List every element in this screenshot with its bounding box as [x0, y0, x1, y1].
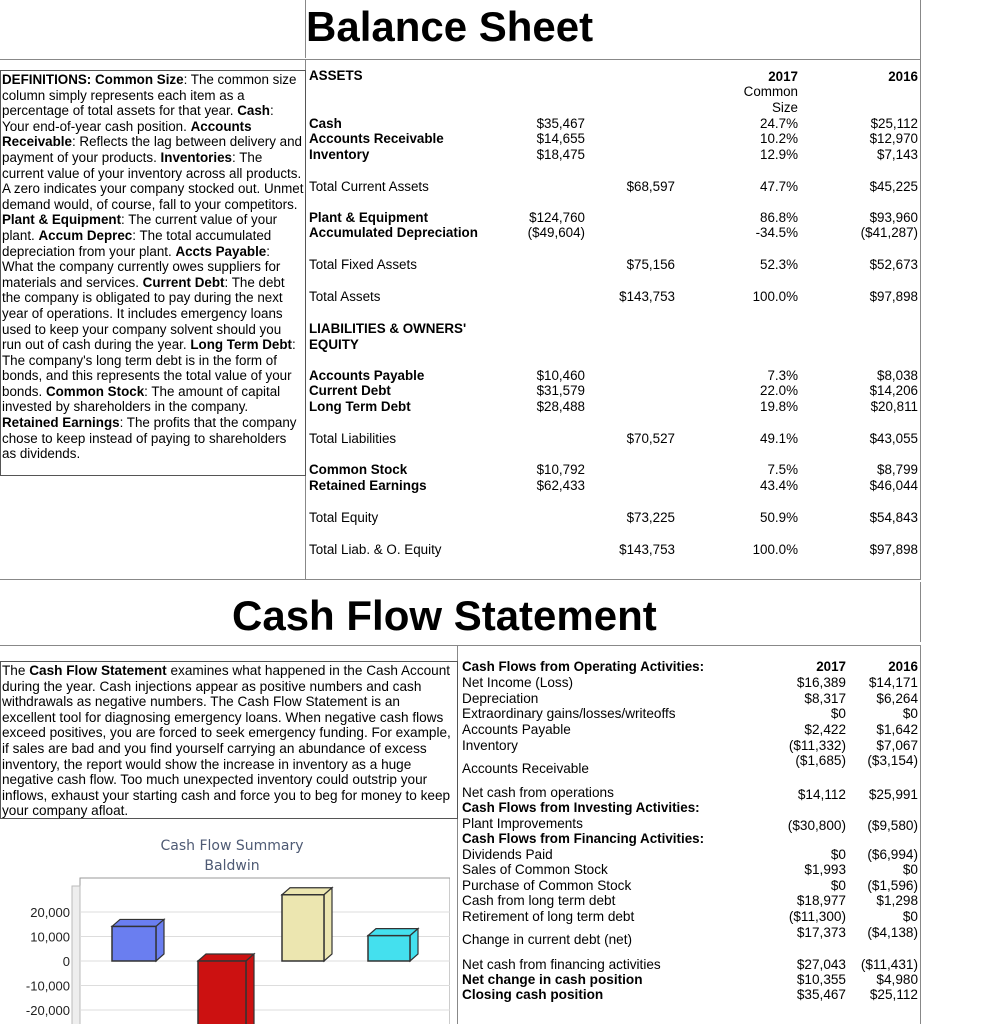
chart-y-tick-label: -10,000: [25, 978, 70, 994]
cf-row-2016-pcs: ($1,596): [867, 878, 918, 893]
bs-row-2016-ltd: $20,811: [870, 399, 918, 414]
definition-text: : The current value of your inventory across all products. A zero indicates your company stocked out. Unmet demand would, of course, fall to your competitors.: [2, 149, 304, 212]
cf-row-2016-div: ($6,994): [867, 847, 918, 862]
year-2016-header: 2016: [888, 69, 918, 84]
bs-row-label-inv: Inventory: [309, 147, 370, 162]
bs-row-2016-cash: $25,112: [870, 116, 918, 131]
year-2017-header: 2017: [768, 69, 798, 84]
bs-row-2016-ar: $12,970: [869, 131, 918, 146]
cf-row-2017-dep: $8,317: [804, 691, 846, 706]
chart-y-tick-label: 0: [62, 954, 70, 969]
cf-row-label-cltd: Cash from long term debt: [462, 893, 616, 908]
cf-row-label-scs: Sales of Common Stock: [462, 862, 608, 877]
cf-row-2017-ccd: $17,373: [796, 925, 846, 940]
investing-heading: Cash Flows from Investing Activities:: [462, 800, 700, 815]
definition-text: : The amount of capital invested by shareholders in the company.: [2, 383, 281, 415]
bs-row-label-tfa: Total Fixed Assets: [309, 257, 417, 272]
cf-row-2016-nco: $25,991: [868, 787, 918, 802]
bs-row-common-size-tca: 47.7%: [760, 179, 798, 194]
bs-row-common-size-tl: 49.1%: [760, 431, 798, 446]
bs-row-value-tloe: $143,753: [619, 542, 675, 557]
cf-row-label-ni: Net Income (Loss): [462, 675, 574, 690]
cf-row-2017-pi: ($30,800): [787, 818, 846, 833]
liabilities-label: LIABILITIES & OWNERS': [309, 321, 467, 336]
cf-row-2017-ncf: $27,043: [796, 957, 846, 972]
cf-row-2016-dep: $6,264: [876, 691, 918, 706]
cf-row-2016-cltd: $1,298: [876, 893, 918, 908]
cf-row-label-nch: Net change in cash position: [462, 972, 643, 987]
cf-row-label-pi: Plant Improvements: [462, 816, 583, 831]
cf-row-2017-ap: $2,422: [804, 722, 846, 737]
bs-row-2016-ad: ($41,287): [860, 225, 918, 240]
cf-row-2016-inv: $7,067: [876, 738, 918, 753]
definitions-box: [0, 70, 306, 476]
cf-row-2017-rltd: ($11,300): [788, 909, 846, 924]
definition-text: : The current value of your plant.: [2, 212, 278, 243]
cf-row-2016-ccp: $25,112: [869, 987, 918, 1002]
bs-row-value-pe: $124,760: [529, 210, 585, 225]
cash-flow-chart: [0, 830, 450, 1024]
cf-row-label-ccp: Closing cash position: [462, 987, 604, 1002]
chart-bar-operations: [112, 926, 156, 961]
financing-heading: Cash Flows from Financing Activities:: [462, 831, 705, 846]
bs-row-2016-inv: $7,143: [877, 147, 918, 162]
bs-row-2016-tca: $45,225: [869, 179, 918, 194]
cf-row-label-ap: Accounts Payable: [462, 722, 571, 737]
chart-title: Cash Flow Summary: [160, 838, 304, 854]
bs-row-2016-ap: $8,038: [877, 368, 918, 383]
definition-text: Accounts Receivable: [2, 118, 252, 150]
definition-text: : Reflects the lag between delivery and payment of your products.: [2, 134, 302, 165]
chart-bar-investing: [198, 961, 246, 1024]
bs-row-2016-ta: $97,898: [869, 289, 918, 304]
bs-row-common-size-inv: 12.9%: [760, 147, 798, 162]
definition-text: Retained Earnings: [2, 415, 120, 431]
bs-row-common-size-te: 50.9%: [760, 510, 798, 525]
cf-row-label-ncf: Net cash from financing activities: [462, 957, 661, 972]
cf-row-2017-nco: $14,112: [797, 787, 846, 802]
bs-row-label-tl: Total Liabilities: [309, 431, 397, 446]
cf-row-2017-ar: ($1,685): [795, 753, 846, 768]
cf-row-label-inv: Inventory: [462, 738, 518, 753]
bs-row-value-te: $73,225: [626, 510, 675, 525]
definition-text: : The profits that the company chose to keep instead of paying to shareholders as dividends.: [2, 415, 297, 462]
bs-row-common-size-ta: 100.0%: [752, 289, 798, 304]
bs-row-2016-tloe: $97,898: [869, 542, 918, 557]
frame-line: [920, 0, 921, 580]
bs-row-value-cstk: $10,792: [536, 462, 585, 477]
definition-text: Common Stock: [45, 383, 145, 399]
cf-row-2017-div: $0: [830, 847, 846, 862]
definition-text: Plant & Equipment: [2, 212, 122, 228]
bs-row-label-cash: Cash: [309, 116, 342, 131]
bs-row-2016-tl: $43,055: [869, 431, 918, 446]
bs-row-value-cd: $31,579: [536, 383, 585, 398]
definition-text: : The company's long term debt is in the form of bonds, and this represents the total value of your bonds.: [2, 337, 296, 399]
bs-row-common-size-cd: 22.0%: [760, 383, 798, 398]
frame-line: [305, 0, 306, 58]
frame-line: [920, 645, 921, 1024]
cf-row-label-ccd: Change in current debt (net): [462, 932, 633, 947]
definition-text: : Your end-of-year cash position.: [2, 103, 274, 134]
bs-row-label-cstk: Common Stock: [309, 462, 408, 477]
bs-row-2016-tfa: $52,673: [869, 257, 918, 272]
bs-row-value-cash: $35,467: [536, 116, 585, 131]
bs-row-value-ar: $14,655: [536, 131, 585, 146]
definition-text: : The total accumulated depreciation from your plant.: [2, 227, 272, 259]
chart-subtitle: Baldwin: [204, 858, 260, 874]
cf-row-2016-ncf: ($11,431): [860, 957, 918, 972]
cf-description-text: examines what happened in the Cash Account during the year. Cash injections appear as positive numbers and cash withdrawals as negative numbers. The Cash Flow Statement is an excellent tool for diagnosing emergency loans. When negative cash flows exceed positives, you are forced to seek emergency funding. For example, if sales are bad and you find yourself carrying an abundance of excess inventory, the report would show the increase in inventory as a huge negative cash flow. Too much unexpected inventory could outstrip your inflows, exhaust your starting cash and force you to beg for money to keep your company afloat.: [2, 663, 451, 819]
bs-row-label-pe: Plant & Equipment: [309, 210, 429, 225]
bs-row-common-size-ap: 7.3%: [767, 368, 798, 383]
cf-row-label-pcs: Purchase of Common Stock: [462, 878, 632, 893]
bs-row-common-size-tfa: 52.3%: [760, 257, 798, 272]
bs-row-common-size-pe: 86.8%: [760, 210, 798, 225]
chart-bar-side-operations: [156, 919, 164, 961]
cf-row-label-div: Dividends Paid: [462, 847, 553, 862]
bs-row-label-re: Retained Earnings: [309, 478, 427, 493]
cash-flow-chart-svg: [0, 830, 450, 1024]
definition-text: Inventories: [160, 149, 232, 165]
cf-row-2017-ext: $0: [830, 706, 846, 721]
cf-row-2017-cltd: $18,977: [796, 893, 846, 908]
definition-text: : The common size column simply represents each item as a percentage of total assets for that year.: [2, 72, 297, 119]
definition-text: Accts Payable: [175, 243, 267, 259]
common-size-header: Common Size: [743, 84, 798, 115]
bs-row-label-cd: Current Debt: [309, 383, 391, 398]
chart-bar-financing: [282, 895, 324, 961]
chart-bar-top-operations: [112, 919, 164, 926]
bs-row-value-tfa: $75,156: [626, 257, 675, 272]
cash-flow-title: Cash Flow Statement: [232, 592, 657, 639]
bs-row-label-ltd: Long Term Debt: [309, 399, 411, 414]
frame-line: [0, 579, 921, 580]
definition-text: : What the company currently owes suppliers for materials and services.: [2, 243, 281, 290]
cf-row-2016-ccd: ($4,138): [867, 925, 918, 940]
bs-row-label-te: Total Equity: [309, 510, 379, 525]
bs-row-common-size-ltd: 19.8%: [760, 399, 798, 414]
chart-bar-net-change: [368, 936, 410, 961]
cf-row-label-rltd: Retirement of long term debt: [462, 909, 635, 924]
liabilities-label-line2: EQUITY: [309, 337, 359, 352]
bs-row-common-size-ar: 10.2%: [760, 131, 798, 146]
cf-row-2017-ccp: $35,467: [796, 987, 846, 1002]
bs-row-2016-cd: $14,206: [869, 383, 918, 398]
bs-row-value-inv: $18,475: [536, 147, 585, 162]
definition-text: Current Debt: [142, 274, 225, 290]
definition-text: Common Size: [95, 72, 184, 87]
cf-row-2016-ni: $14,171: [868, 675, 918, 690]
cf-row-2017-nch: $10,355: [796, 972, 846, 987]
definition-text: Cash: [237, 103, 270, 119]
bs-row-label-tloe: Total Liab. & O. Equity: [309, 542, 442, 557]
bs-row-label-ad: Accumulated Depreciation: [309, 225, 478, 240]
definition-text: Accum Deprec: [38, 227, 133, 243]
cf-row-2016-pi: ($9,580): [867, 818, 918, 833]
cf-row-label-nco: Net cash from operations: [462, 785, 614, 800]
cf-year-2017: 2017: [816, 659, 846, 674]
bs-row-label-ar: Accounts Receivable: [309, 131, 444, 146]
cf-row-2016-nch: $4,980: [876, 972, 918, 987]
chart-bar-top-investing: [198, 954, 254, 961]
bs-row-2016-te: $54,843: [869, 510, 918, 525]
cf-row-label-ar: Accounts Receivable: [462, 761, 589, 776]
bs-row-common-size-ad: -34.5%: [755, 225, 798, 240]
definition-text: DEFINITIONS:: [2, 72, 92, 87]
bs-row-common-size-re: 43.4%: [760, 478, 798, 493]
bs-row-value-ltd: $28,488: [536, 399, 585, 414]
bs-row-2016-cstk: $8,799: [877, 462, 918, 477]
bs-row-2016-re: $46,044: [869, 478, 918, 493]
cash-flow-description: [0, 661, 458, 819]
bs-row-2016-pe: $93,960: [869, 210, 918, 225]
chart-bar-side-financing: [324, 888, 332, 961]
chart-y-tick-label: -20,000: [25, 1003, 70, 1018]
cf-row-label-dep: Depreciation: [462, 691, 539, 706]
bs-row-value-tca: $68,597: [626, 179, 675, 194]
cf-description-text: The: [2, 663, 30, 678]
assets-label: ASSETS: [309, 68, 363, 83]
chart-y-tick-label: 20,000: [30, 905, 70, 920]
bs-row-common-size-cstk: 7.5%: [767, 462, 798, 477]
cf-description-text: Cash Flow Statement: [29, 663, 167, 678]
cf-row-2016-ext: $0: [902, 706, 918, 721]
bs-row-value-tl: $70,527: [626, 431, 675, 446]
cf-row-2016-ap: $1,642: [876, 722, 918, 737]
chart-bar-side-investing: [246, 954, 254, 1024]
cf-year-2016: 2016: [888, 659, 918, 674]
chart-y-tick-label: 10,000: [30, 929, 70, 945]
cf-row-2017-scs: $1,993: [804, 862, 846, 877]
cf-row-2017-ni: $16,389: [796, 675, 846, 690]
cf-row-2017-inv: ($11,332): [788, 738, 846, 753]
bs-row-label-tca: Total Current Assets: [309, 179, 429, 194]
cf-row-2016-scs: $0: [902, 862, 918, 877]
bs-row-label-ta: Total Assets: [309, 289, 381, 304]
bs-row-value-ta: $143,753: [619, 289, 675, 304]
cf-row-2016-ar: ($3,154): [867, 753, 918, 768]
chart-axis-wall: [72, 886, 80, 1024]
bs-row-value-ap: $10,460: [536, 368, 585, 383]
frame-line: [920, 582, 921, 642]
frame-line: [0, 59, 921, 60]
definition-text: Long Term Debt: [190, 337, 293, 353]
bs-row-common-size-cash: 24.7%: [760, 116, 798, 131]
bs-row-value-re: $62,433: [536, 478, 585, 493]
bs-row-common-size-tloe: 100.0%: [752, 542, 798, 557]
cf-row-2017-pcs: $0: [830, 878, 846, 893]
bs-row-value-ad: ($49,604): [527, 225, 585, 240]
frame-line: [0, 645, 921, 646]
cf-row-label-ext: Extraordinary gains/losses/writeoffs: [462, 706, 676, 721]
balance-sheet-title: Balance Sheet: [306, 3, 594, 50]
operating-heading: Cash Flows from Operating Activities:: [462, 659, 705, 674]
definition-text: : The debt the company is obligated to pay during the next year of operations. It includes emergency loans used to keep your company solvent should you run out of cash during the year.: [2, 274, 285, 353]
bs-row-label-ap: Accounts Payable: [309, 368, 425, 383]
cf-row-2016-rltd: $0: [902, 909, 918, 924]
